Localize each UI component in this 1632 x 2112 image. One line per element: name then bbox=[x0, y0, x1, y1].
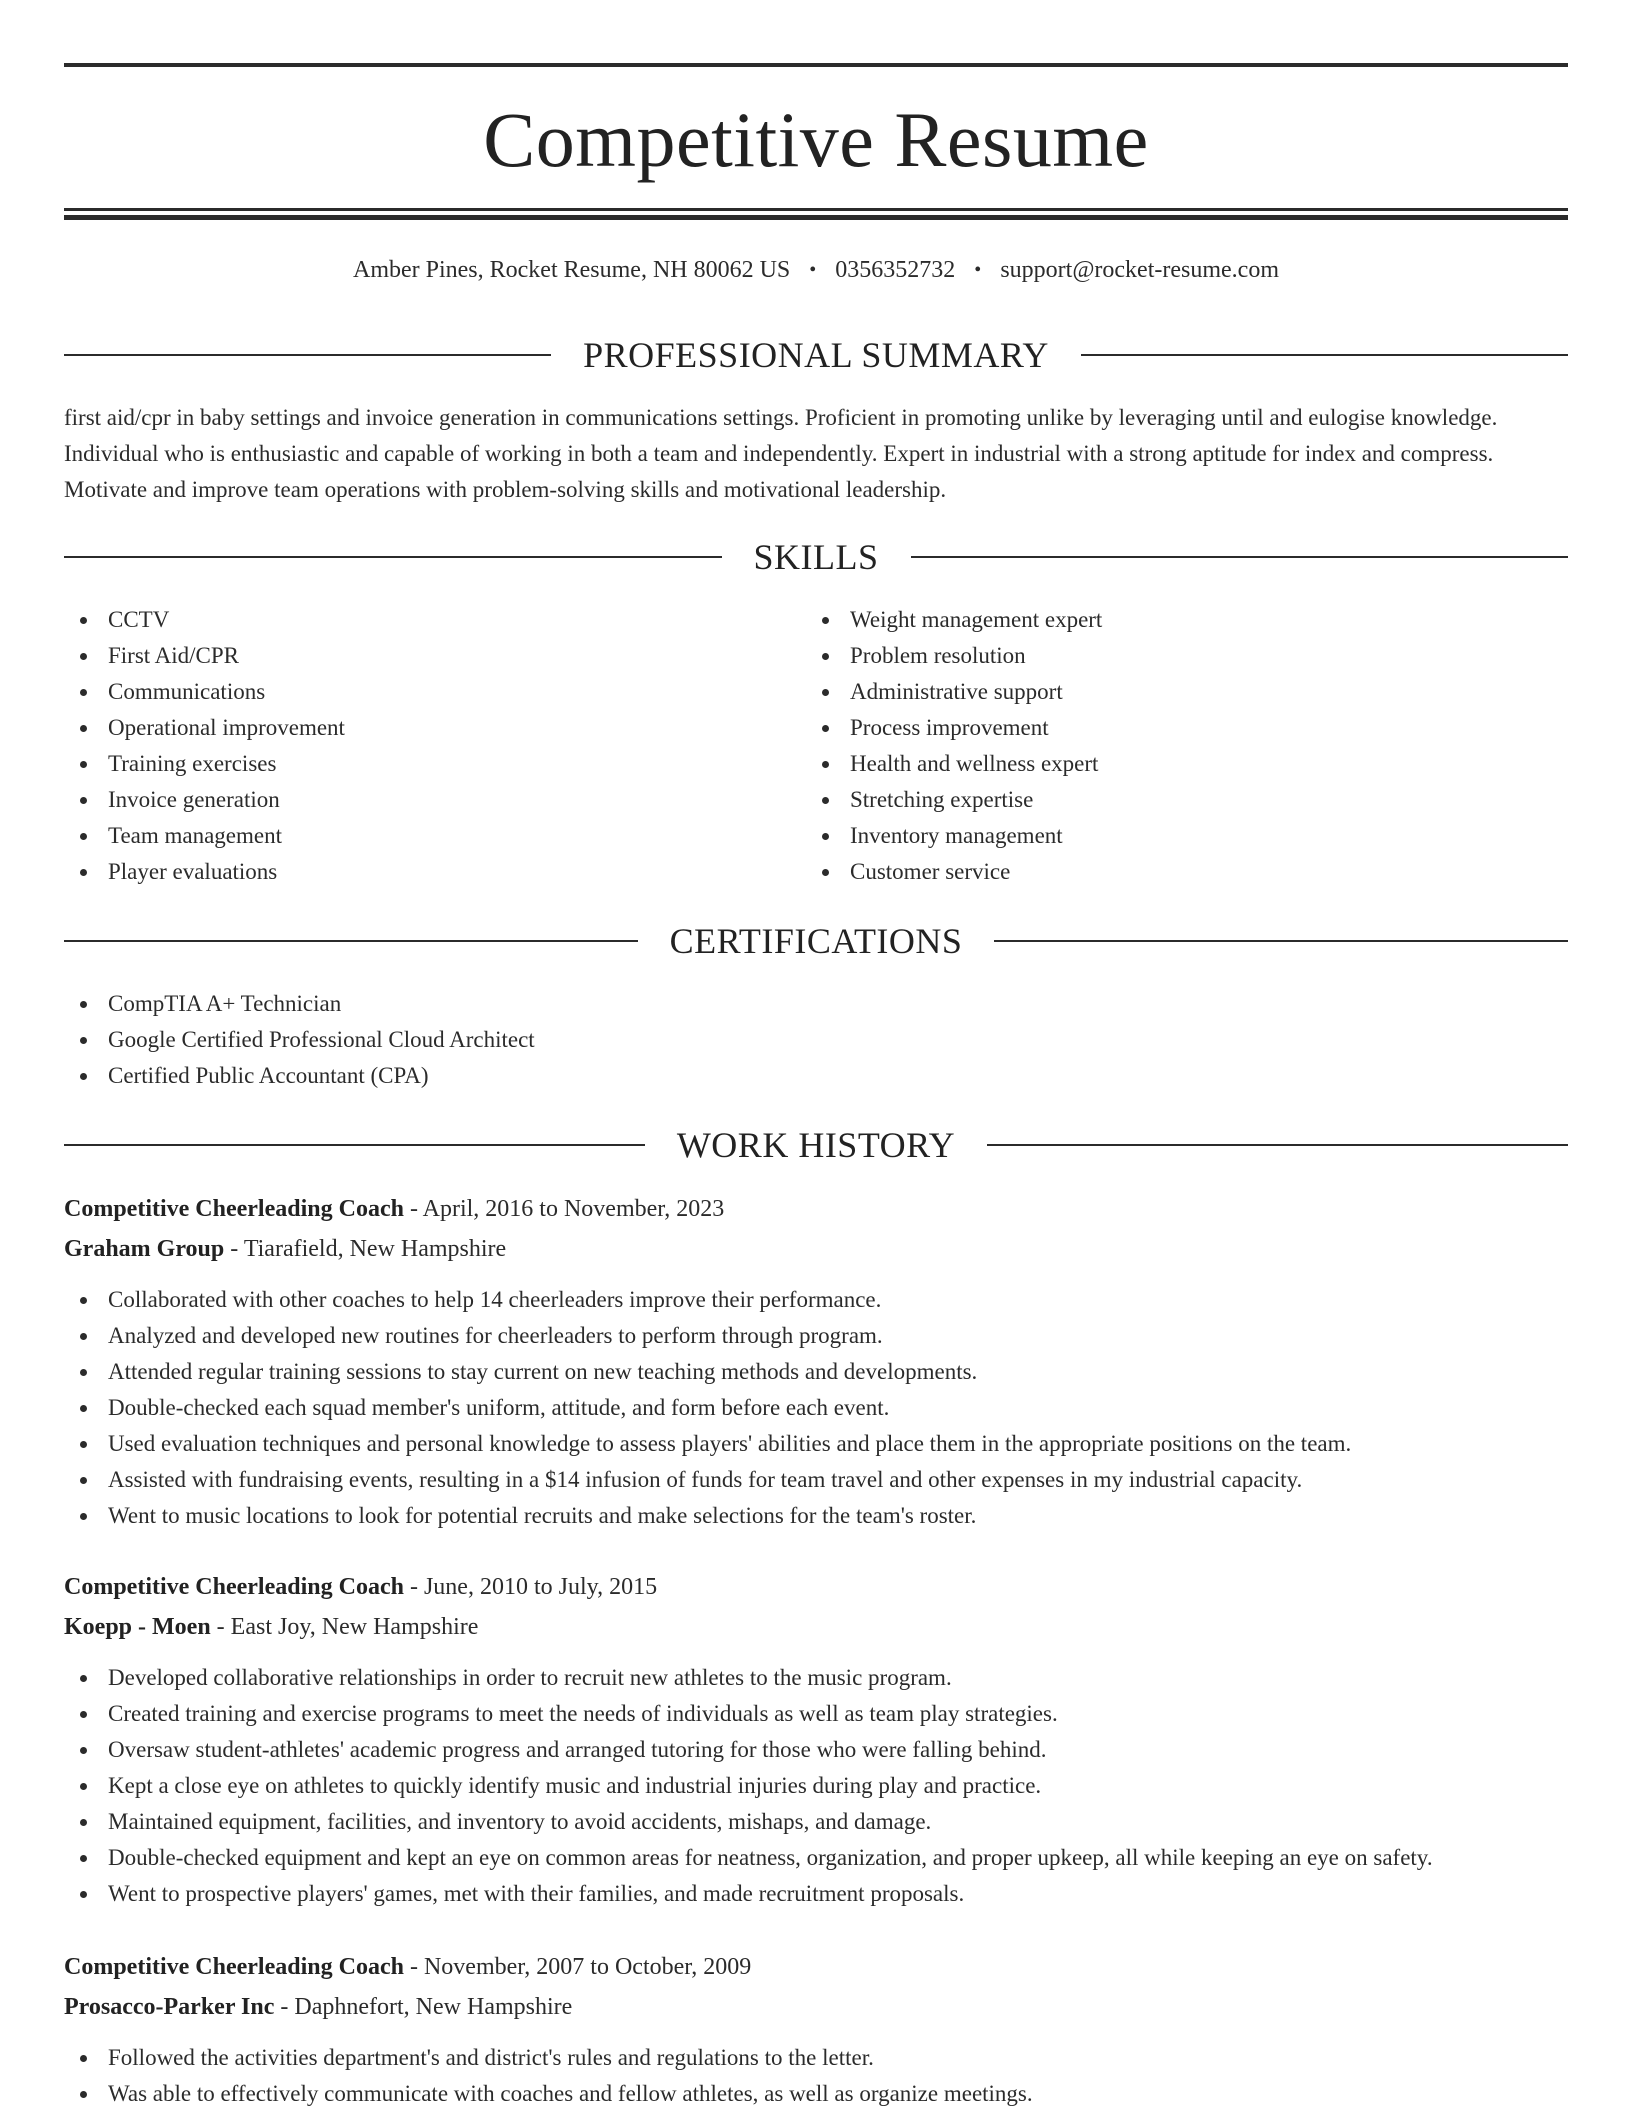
certifications-list bbox=[64, 986, 1568, 1094]
job-bullet: Followed the activities department's and district's rules and regulations to the letter. bbox=[64, 2040, 1568, 2076]
heading-rule-right bbox=[911, 556, 1569, 558]
job-bullets bbox=[64, 1660, 1568, 1912]
heading-rule-left bbox=[64, 940, 638, 942]
job-company-line bbox=[64, 1607, 1568, 1647]
skill-item: Problem resolution bbox=[806, 638, 1506, 674]
skill-item: Training exercises bbox=[64, 746, 764, 782]
summary-heading bbox=[64, 333, 1568, 377]
job-bullet: Collaborated with other coaches to help 14 cheerleaders improve their performance. bbox=[64, 1282, 1568, 1318]
job-bullet: Double-checked equipment and kept an eye on common areas for neatness, organization, and proper upkeep, all while keeping an eye on safety. bbox=[64, 1840, 1568, 1876]
job-bullet: Oversaw student-athletes' academic progress and arranged tutoring for those who were falling behind. bbox=[64, 1732, 1568, 1768]
job-bullet: Went to prospective players' games, met with their families, and made recruitment proposals. bbox=[64, 1876, 1568, 1912]
contact-phone: 0356352732 bbox=[835, 257, 956, 283]
contact-address: Amber Pines, Rocket Resume, NH 80062 US bbox=[352, 257, 791, 283]
skill-item: Stretching expertise bbox=[806, 782, 1506, 818]
job-title: Competitive Cheerleading Coach bbox=[64, 1954, 404, 1980]
job-bullet: Kept a close eye on athletes to quickly identify music and industrial injuries during play and practice. bbox=[64, 1768, 1568, 1804]
heading-rule-left bbox=[64, 354, 551, 356]
job-dates: June, 2010 to July, 2015 bbox=[423, 1574, 658, 1600]
skill-item: Player evaluations bbox=[64, 854, 764, 890]
job-entry bbox=[64, 1947, 1568, 2112]
job-company: Koepp - Moen bbox=[64, 1614, 211, 1640]
job-dates-separator: - bbox=[409, 1574, 424, 1600]
job-location-separator: - bbox=[216, 1614, 231, 1640]
heading-rule-left bbox=[64, 1144, 645, 1146]
resume-title: Competitive Resume bbox=[483, 96, 1149, 183]
skill-item: Process improvement bbox=[806, 710, 1506, 746]
job-title-line bbox=[64, 1947, 1568, 1987]
skills-list-left bbox=[64, 602, 764, 890]
skill-item: CCTV bbox=[64, 602, 764, 638]
skill-item: Inventory management bbox=[806, 818, 1506, 854]
skill-item: Invoice generation bbox=[64, 782, 764, 818]
job-bullet: Double-checked each squad member's uniform, attitude, and form before each event. bbox=[64, 1390, 1568, 1426]
job-bullet: Analyzed and developed new routines for cheerleaders to perform through program. bbox=[64, 1318, 1568, 1354]
job-title: Competitive Cheerleading Coach bbox=[64, 1574, 404, 1600]
job-bullet: Maintained equipment, facilities, and inventory to avoid accidents, mishaps, and damage. bbox=[64, 1804, 1568, 1840]
certifications-heading-label: CERTIFICATIONS bbox=[669, 921, 963, 961]
job-location: East Joy, New Hampshire bbox=[230, 1614, 479, 1640]
job-bullet: Assisted with fundraising events, resulting in a $14 infusion of funds for team travel and other expenses in my industrial capacity. bbox=[64, 1462, 1568, 1498]
job-title: Competitive Cheerleading Coach bbox=[64, 1196, 404, 1222]
certification-item: Certified Public Accountant (CPA) bbox=[64, 1058, 1568, 1094]
job-location: Daphnefort, New Hampshire bbox=[294, 1994, 573, 2020]
job-entry bbox=[64, 1567, 1568, 1912]
job-location-separator: - bbox=[230, 1236, 244, 1262]
job-bullets bbox=[64, 2040, 1568, 2112]
certification-item: Google Certified Professional Cloud Architect bbox=[64, 1022, 1568, 1058]
job-entry bbox=[64, 1189, 1568, 1534]
job-bullet: Used evaluation techniques and personal knowledge to assess players' abilities and place them in the appropriate positions on the team. bbox=[64, 1426, 1568, 1462]
job-bullet: Attended regular training sessions to stay current on new teaching methods and developments. bbox=[64, 1354, 1568, 1390]
job-company: Graham Group bbox=[64, 1236, 225, 1262]
skills-heading bbox=[64, 535, 1568, 579]
contact-separator: • bbox=[809, 259, 817, 281]
job-bullet: Went to music locations to look for potential recruits and make selections for the team's roster. bbox=[64, 1498, 1568, 1534]
job-bullet: Developed collaborative relationships in order to recruit new athletes to the music program. bbox=[64, 1660, 1568, 1696]
skill-item: Health and wellness expert bbox=[806, 746, 1506, 782]
job-company-line bbox=[64, 1229, 1568, 1269]
skill-item: Weight management expert bbox=[806, 602, 1506, 638]
title-double-rule bbox=[64, 208, 1568, 220]
skill-item: Customer service bbox=[806, 854, 1506, 890]
heading-rule-right bbox=[1081, 354, 1568, 356]
job-dates: April, 2016 to November, 2023 bbox=[422, 1196, 725, 1222]
contact-email: support@rocket-resume.com bbox=[1000, 257, 1279, 283]
heading-rule-left bbox=[64, 556, 722, 558]
job-bullets bbox=[64, 1282, 1568, 1534]
contact-line bbox=[64, 254, 1568, 287]
job-company: Prosacco-Parker Inc bbox=[64, 1994, 275, 2020]
certification-item: CompTIA A+ Technician bbox=[64, 986, 1568, 1022]
job-location-separator: - bbox=[280, 1994, 295, 2020]
top-rule bbox=[64, 63, 1568, 67]
skills-list-right bbox=[806, 602, 1506, 890]
work-history-heading bbox=[64, 1123, 1568, 1167]
job-bullet: Was able to effectively communicate with coaches and fellow athletes, as well as organize meetings. bbox=[64, 2076, 1568, 2112]
certifications-heading bbox=[64, 919, 1568, 963]
job-dates-separator: - bbox=[409, 1196, 423, 1222]
job-location: Tiarafield, New Hampshire bbox=[243, 1236, 507, 1262]
skill-item: First Aid/CPR bbox=[64, 638, 764, 674]
job-dates-separator: - bbox=[409, 1954, 424, 1980]
work-history-heading-label: WORK HISTORY bbox=[676, 1125, 956, 1165]
skills-heading-label: SKILLS bbox=[753, 537, 879, 577]
heading-rule-right bbox=[987, 1144, 1568, 1146]
skill-item: Administrative support bbox=[806, 674, 1506, 710]
job-title-line bbox=[64, 1189, 1568, 1229]
job-company-line bbox=[64, 1987, 1568, 2027]
skill-item: Team management bbox=[64, 818, 764, 854]
summary-text: first aid/cpr in baby settings and invoice generation in communications settings. Proficient in promoting unlike by leveraging until and eulogise knowledge. Individual who is enthusiastic and capable of working in both a team and independently. Expert in industrial with a strong aptitude for index and compress. Motivate and improve team operations with problem-solving skills and motivational leadership. bbox=[64, 405, 1498, 502]
summary-heading-label: PROFESSIONAL SUMMARY bbox=[583, 335, 1049, 375]
skill-item: Communications bbox=[64, 674, 764, 710]
job-bullet: Created training and exercise programs to meet the needs of individuals as well as team play strategies. bbox=[64, 1696, 1568, 1732]
heading-rule-right bbox=[994, 940, 1568, 942]
job-dates: November, 2007 to October, 2009 bbox=[423, 1954, 752, 1980]
contact-separator: • bbox=[974, 259, 982, 281]
job-title-line bbox=[64, 1567, 1568, 1607]
skill-item: Operational improvement bbox=[64, 710, 764, 746]
